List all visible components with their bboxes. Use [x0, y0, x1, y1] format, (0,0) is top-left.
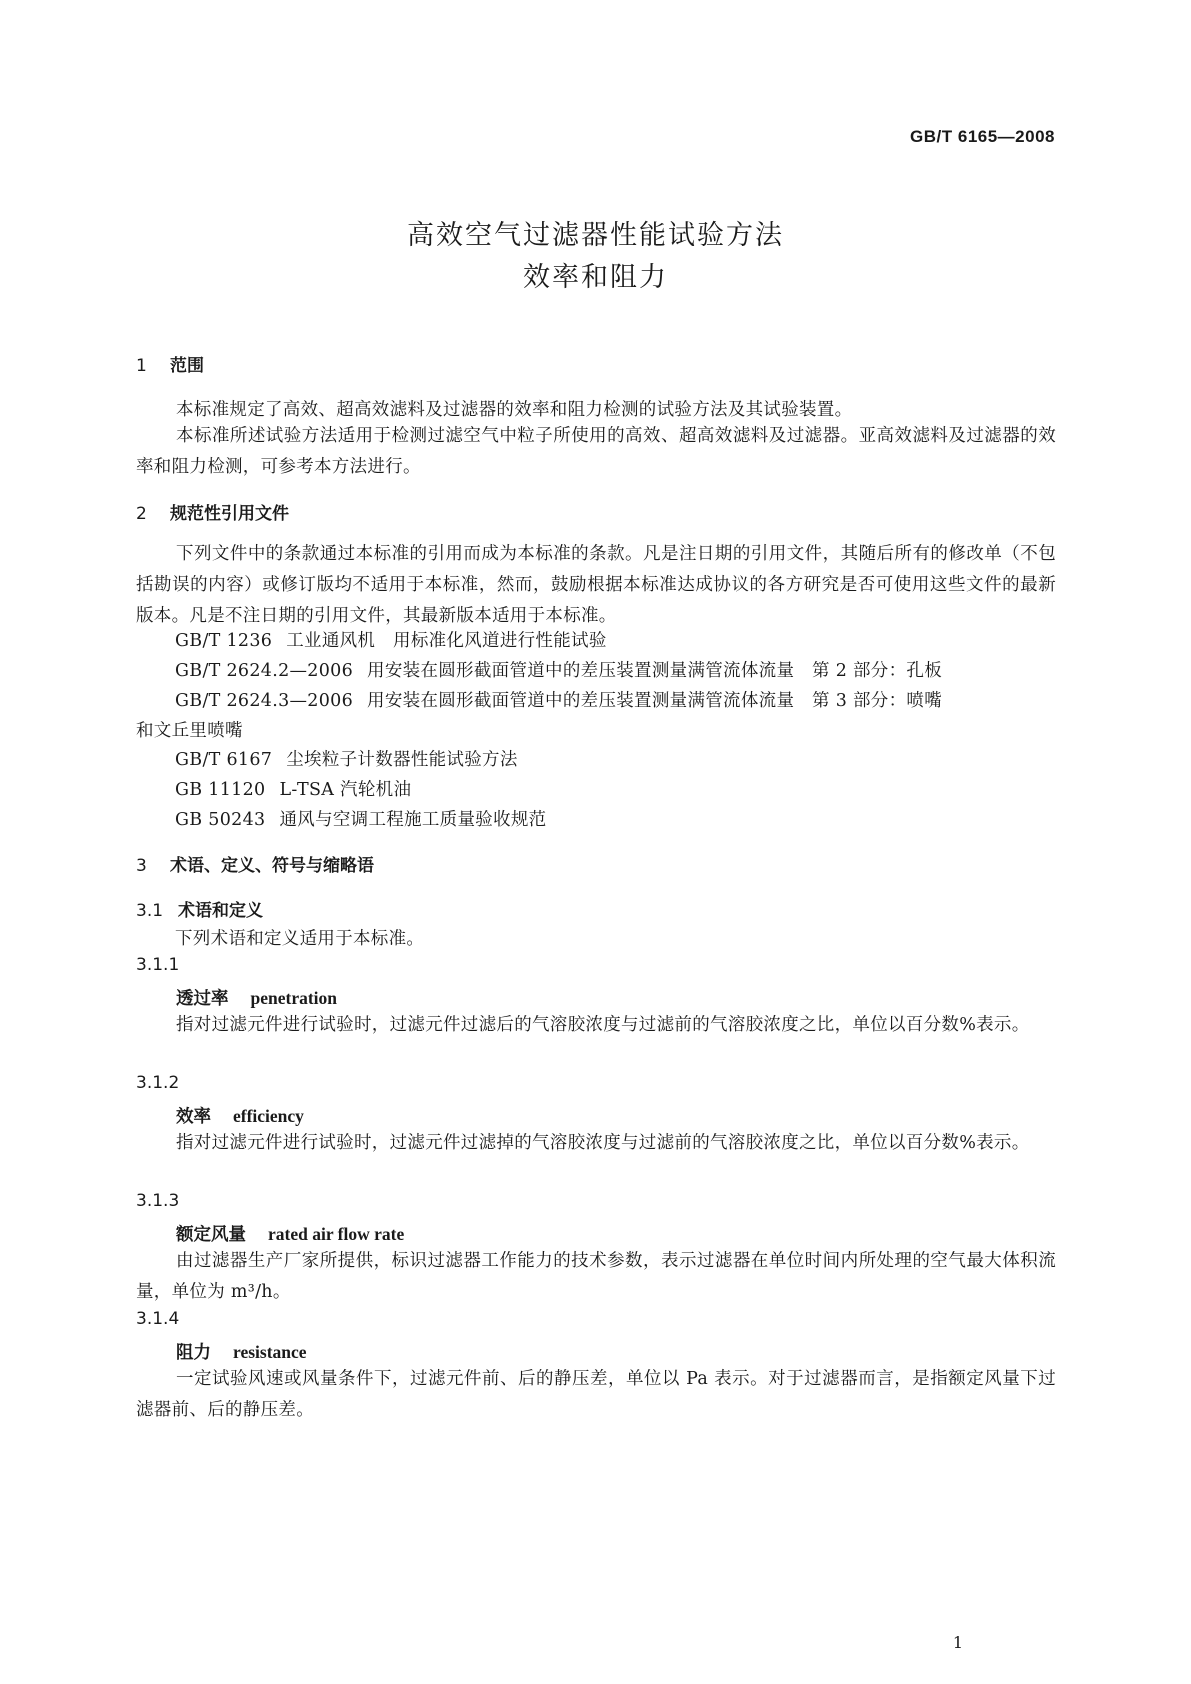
- reference-title: 尘埃粒子计数器性能试验方法: [286, 750, 518, 770]
- term-chinese: 效率: [176, 1107, 211, 1127]
- reference-code: GB/T 6167: [175, 750, 273, 770]
- reference-code: GB 50243: [175, 810, 266, 830]
- section-heading-normative-references: [136, 499, 289, 524]
- page-number: 1: [952, 1633, 963, 1652]
- term-number: 3.1.3: [136, 1191, 180, 1211]
- terms-intro: 下列术语和定义适用于本标准。: [175, 929, 425, 949]
- term-english: rated air flow rate: [268, 1224, 405, 1244]
- reference-code: GB/T 2624.3—2006: [175, 691, 354, 711]
- term-chinese: 额定风量: [176, 1225, 246, 1245]
- scope-paragraph-1: 本标准规定了高效、超高效滤料及过滤器的效率和阻力检测的试验方法及其试验装置。: [176, 400, 853, 420]
- scope-paragraph-2: 本标准所述试验方法适用于检测过滤空气中粒子所使用的高效、超高效滤料及过滤器。亚高效滤料及过滤器的效率和阻力检测，可参考本方法进行。: [136, 426, 1056, 477]
- term-heading: [176, 985, 337, 1010]
- reference-title: L-TSA 汽轮机油: [279, 780, 412, 800]
- subsection-heading: [136, 896, 263, 921]
- section-title: 范围: [170, 356, 204, 376]
- reference-item: [175, 746, 518, 771]
- section-number: 3: [136, 856, 147, 876]
- document-title: 高效空气过滤器性能试验方法: [407, 220, 784, 251]
- term-chinese: 阻力: [176, 1343, 211, 1363]
- reference-title: 用安装在圆形截面管道中的差压装置测量满管流体流量 第 2 部分：孔板: [367, 661, 943, 681]
- term-english: penetration: [250, 988, 338, 1008]
- subsection-title: 术语和定义: [178, 901, 263, 921]
- section-heading-scope: [136, 351, 204, 376]
- term-english: resistance: [233, 1342, 307, 1362]
- term-definition: 一定试验风速或风量条件下，过滤元件前、后的静压差，单位以 Pa 表示。对于过滤器而言，是指额定风量下过滤器前、后的静压差。: [136, 1369, 1056, 1420]
- term-english: efficiency: [233, 1106, 304, 1126]
- section-heading-terms: [136, 851, 374, 876]
- document-subtitle: 效率和阻力: [523, 262, 668, 293]
- reference-title: 用安装在圆形截面管道中的差压装置测量满管流体流量 第 3 部分：喷嘴: [367, 691, 943, 711]
- reference-title: 工业通风机 用标准化风道进行性能试验: [286, 631, 607, 651]
- term-heading: [176, 1221, 404, 1246]
- section-title: 术语、定义、符号与缩略语: [170, 856, 374, 876]
- term-chinese: 透过率: [176, 989, 229, 1009]
- term-definition: 由过滤器生产厂家所提供，标识过滤器工作能力的技术参数，表示过滤器在单位时间内所处理的空气最大体积流量，单位为 m³/h。: [136, 1251, 1056, 1302]
- section-title: 规范性引用文件: [170, 504, 289, 524]
- term-number: 3.1.2: [136, 1073, 180, 1093]
- term-number: 3.1.1: [136, 955, 180, 975]
- term-definition: 指对过滤元件进行试验时，过滤元件过滤掉的气溶胶浓度与过滤前的气溶胶浓度之比，单位以百分数%表示。: [176, 1133, 1030, 1153]
- reference-title-continuation: 和文丘里喷嘴: [136, 721, 243, 741]
- references-paragraph: 下列文件中的条款通过本标准的引用而成为本标准的条款。凡是注日期的引用文件，其随后所有的修改单（不包括勘误的内容）或修订版均不适用于本标准，然而，鼓励根据本标准达成协议的各方研究是否可使用这些文件的最新版本。凡是不注日期的引用文件，其最新版本适用于本标准。: [136, 544, 1056, 626]
- standard-number: GB/T 6165—2008: [910, 127, 1055, 146]
- reference-code: GB/T 2624.2—2006: [175, 661, 354, 681]
- term-heading: [176, 1339, 307, 1364]
- reference-code: GB/T 1236: [175, 631, 273, 651]
- reference-item: [175, 657, 942, 682]
- reference-title: 通风与空调工程施工质量验收规范: [279, 810, 547, 830]
- reference-item: [175, 806, 546, 831]
- reference-item: [175, 687, 942, 712]
- term-definition: 指对过滤元件进行试验时，过滤元件过滤后的气溶胶浓度与过滤前的气溶胶浓度之比，单位以百分数%表示。: [176, 1015, 1030, 1035]
- section-number: 1: [136, 356, 147, 376]
- reference-item: [175, 627, 607, 652]
- section-number: 2: [136, 504, 147, 524]
- subsection-number: 3.1: [136, 901, 164, 921]
- term-number: 3.1.4: [136, 1309, 180, 1329]
- reference-item: [175, 776, 411, 801]
- reference-code: GB 11120: [175, 780, 266, 800]
- term-heading: [176, 1103, 304, 1128]
